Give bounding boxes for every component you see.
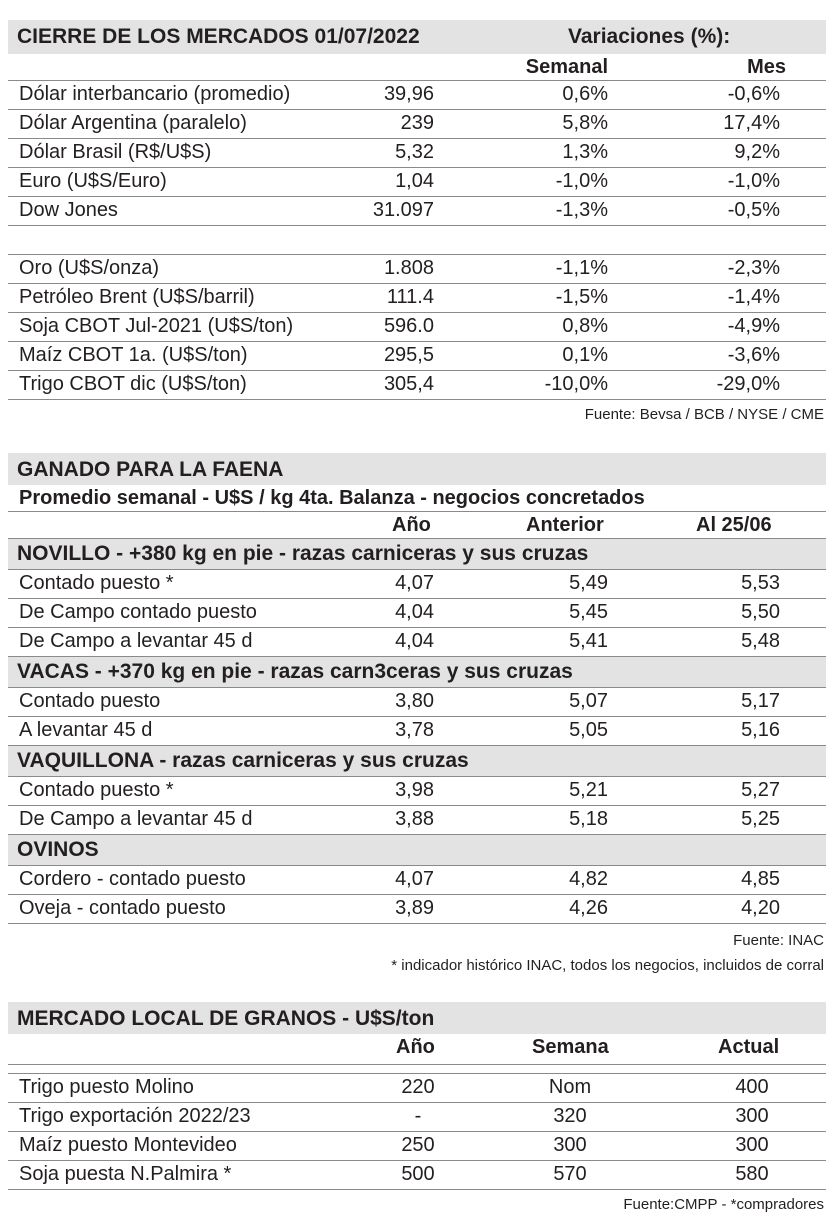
row-year: 4,07 (395, 572, 434, 594)
col-week-header: Semanal (525, 56, 608, 78)
row-value: 239 (400, 112, 434, 134)
grain-row (8, 1161, 826, 1190)
row-previous: 5,05 (569, 719, 608, 741)
cattle-subtitle-row (8, 485, 826, 512)
row-label: Oveja - contado puesto (19, 897, 226, 919)
row-previous: 4,26 (569, 897, 608, 919)
markets-title: CIERRE DE LOS MERCADOS 01/07/2022 (17, 25, 420, 48)
category-title (17, 838, 99, 862)
grains-column-header (8, 1034, 826, 1065)
cattle-row (8, 599, 826, 628)
cattle-row (8, 806, 826, 835)
row-month-change: -2,3% (727, 257, 780, 279)
col-year-header: Año (396, 1036, 435, 1058)
col-year-header: Año (392, 514, 431, 536)
market-row (8, 255, 826, 284)
row-week: 300 (553, 1134, 587, 1156)
row-date: 5,48 (741, 630, 780, 652)
market-row (8, 371, 826, 400)
row-value: 295,5 (383, 344, 434, 366)
row-date: 4,85 (741, 868, 780, 890)
row-label: Dólar Brasil (R$/U$S) (19, 141, 212, 163)
row-year: - (414, 1105, 422, 1127)
grain-row (8, 1103, 826, 1132)
category-name: VACAS (17, 660, 89, 683)
row-previous: 5,18 (569, 808, 608, 830)
cattle-row (8, 570, 826, 599)
row-week: 570 (553, 1163, 587, 1185)
row-month-change: -4,9% (727, 315, 780, 337)
cattle-row (8, 866, 826, 895)
market-row (8, 342, 826, 371)
row-previous: 5,49 (569, 572, 608, 594)
cattle-row (8, 717, 826, 746)
col-prev-header: Anterior (526, 514, 604, 536)
row-week-change: 5,8% (562, 112, 608, 134)
category-description: - +380 kg en pie - razas carniceras y sus cruzas (110, 542, 589, 565)
row-week-change: -1,3% (555, 199, 608, 221)
markets-source: Fuente: Bevsa / BCB / NYSE / CME (584, 406, 824, 423)
row-month-change: -3,6% (727, 344, 780, 366)
cattle-header (8, 453, 826, 485)
grains-title: MERCADO LOCAL DE GRANOS - U$S/ton (17, 1007, 435, 1030)
cattle-section (8, 453, 826, 974)
row-month-change: -0,6% (727, 83, 780, 105)
market-row (8, 139, 826, 168)
cattle-row (8, 777, 826, 806)
category-title (17, 660, 573, 684)
row-week: 320 (553, 1105, 587, 1127)
row-label: Oro (U$S/onza) (19, 257, 160, 279)
market-row (8, 313, 826, 342)
market-row (8, 284, 826, 313)
category-description: - razas carniceras y sus cruzas (153, 749, 469, 772)
row-date: 5,27 (741, 779, 780, 801)
cattle-column-header (8, 512, 826, 539)
markets-column-header (8, 54, 826, 81)
row-month-change: -1,4% (727, 286, 780, 308)
row-actual: 580 (735, 1163, 769, 1185)
market-row (8, 110, 826, 139)
row-label: Petróleo Brent (U$S/barril) (19, 286, 255, 308)
row-month-change: -29,0% (716, 373, 780, 395)
row-value: 111.4 (386, 286, 434, 308)
cattle-title: GANADO PARA LA FAENA (17, 458, 284, 481)
row-label: Maíz puesto Montevideo (19, 1134, 237, 1156)
row-label: Euro (U$S/Euro) (19, 170, 167, 192)
row-label: A levantar 45 d (19, 719, 153, 741)
row-value: 596.0 (383, 315, 434, 337)
row-month-change: 17,4% (723, 112, 780, 134)
col-week-header: Semana (532, 1036, 609, 1058)
markets-section (8, 20, 826, 423)
category-header (8, 746, 826, 777)
row-actual: 300 (735, 1134, 769, 1156)
market-row (8, 81, 826, 110)
row-date: 5,50 (741, 601, 780, 623)
cattle-subtitle: Promedio semanal - U$S / kg 4ta. Balanza - negocios concretados (19, 487, 645, 509)
row-label: Cordero - contado puesto (19, 868, 246, 890)
row-label: Dólar interbancario (promedio) (19, 83, 291, 105)
row-value: 1.808 (383, 257, 434, 279)
spacer-row (8, 226, 826, 255)
row-year: 220 (401, 1076, 435, 1098)
row-date: 5,16 (741, 719, 780, 741)
cattle-row (8, 688, 826, 717)
row-date: 5,17 (741, 690, 780, 712)
row-year: 500 (401, 1163, 435, 1185)
row-label: Soja CBOT Jul-2021 (U$S/ton) (19, 315, 294, 337)
row-label: Dólar Argentina (paralelo) (19, 112, 247, 134)
row-label: De Campo a levantar 45 d (19, 808, 253, 830)
markets-rows (8, 81, 826, 226)
category-header (8, 539, 826, 570)
row-previous: 5,21 (569, 779, 608, 801)
row-year: 3,78 (395, 719, 434, 741)
row-week-change: 1,3% (562, 141, 608, 163)
row-week-change: -1,1% (555, 257, 608, 279)
row-year: 3,98 (395, 779, 434, 801)
category-name: VAQUILLONA (17, 749, 154, 772)
row-label: Trigo exportación 2022/23 (19, 1105, 251, 1127)
grains-rows (8, 1074, 826, 1190)
variations-label: Variaciones (%): (568, 25, 731, 48)
row-date: 5,25 (741, 808, 780, 830)
row-value: 31.097 (372, 199, 434, 221)
category-header (8, 835, 826, 866)
grains-source: Fuente:CMPP - *compradores (623, 1196, 824, 1213)
row-previous: 4,82 (569, 868, 608, 890)
row-previous: 5,07 (569, 690, 608, 712)
category-header (8, 657, 826, 688)
spacer-row (8, 1065, 826, 1074)
row-label: Contado puesto * (19, 779, 174, 801)
cattle-source: Fuente: INAC (733, 932, 824, 949)
row-week-change: 0,8% (562, 315, 608, 337)
category-title (17, 749, 469, 773)
row-year: 3,89 (395, 897, 434, 919)
row-year: 4,04 (395, 601, 434, 623)
cattle-categories (8, 539, 826, 924)
row-label: De Campo contado puesto (19, 601, 257, 623)
row-month-change: 9,2% (734, 141, 780, 163)
grains-header (8, 1002, 826, 1034)
row-label: Contado puesto (19, 690, 161, 712)
markets-header (8, 20, 826, 54)
row-previous: 5,45 (569, 601, 608, 623)
row-year: 3,88 (395, 808, 434, 830)
cattle-note: * indicador histórico INAC, todos los negocios, incluidos de corral (391, 957, 824, 974)
row-date: 5,53 (741, 572, 780, 594)
row-week-change: -1,0% (555, 170, 608, 192)
row-year: 3,80 (395, 690, 434, 712)
row-value: 305,4 (383, 373, 434, 395)
row-month-change: -0,5% (727, 199, 780, 221)
row-date: 4,20 (741, 897, 780, 919)
grain-row (8, 1132, 826, 1161)
row-year: 4,04 (395, 630, 434, 652)
market-row (8, 197, 826, 226)
cattle-row (8, 628, 826, 657)
row-label: Dow Jones (19, 199, 118, 221)
row-year: 4,07 (395, 868, 434, 890)
category-description: - +370 kg en pie - razas carn3ceras y sus cruzas (88, 660, 573, 683)
row-label: De Campo a levantar 45 d (19, 630, 253, 652)
grain-row (8, 1074, 826, 1103)
market-row (8, 168, 826, 197)
row-label: Maíz CBOT 1a. (U$S/ton) (19, 344, 248, 366)
col-month-header: Mes (747, 56, 786, 78)
row-value: 5,32 (395, 141, 434, 163)
row-actual: 400 (735, 1076, 769, 1098)
markets-rows-commodities (8, 255, 826, 400)
col-actual-header: Actual (718, 1036, 780, 1058)
row-label: Contado puesto * (19, 572, 174, 594)
row-label: Soja puesta N.Palmira * (19, 1163, 232, 1185)
row-week-change: 0,6% (562, 83, 608, 105)
row-previous: 5,41 (569, 630, 608, 652)
category-title (17, 542, 588, 566)
col-date-header: Al 25/06 (696, 514, 772, 536)
row-month-change: -1,0% (727, 170, 780, 192)
category-name: NOVILLO (17, 542, 111, 565)
row-actual: 300 (735, 1105, 769, 1127)
row-week-change: -1,5% (555, 286, 608, 308)
row-week: Nom (548, 1076, 592, 1098)
row-year: 250 (401, 1134, 435, 1156)
category-name: OVINOS (17, 838, 99, 861)
row-value: 1,04 (395, 170, 434, 192)
cattle-row (8, 895, 826, 924)
row-week-change: 0,1% (562, 344, 608, 366)
row-label: Trigo puesto Molino (19, 1076, 194, 1098)
row-week-change: -10,0% (544, 373, 608, 395)
row-label: Trigo CBOT dic (U$S/ton) (19, 373, 247, 395)
row-value: 39,96 (383, 83, 434, 105)
grains-section (8, 1002, 826, 1213)
